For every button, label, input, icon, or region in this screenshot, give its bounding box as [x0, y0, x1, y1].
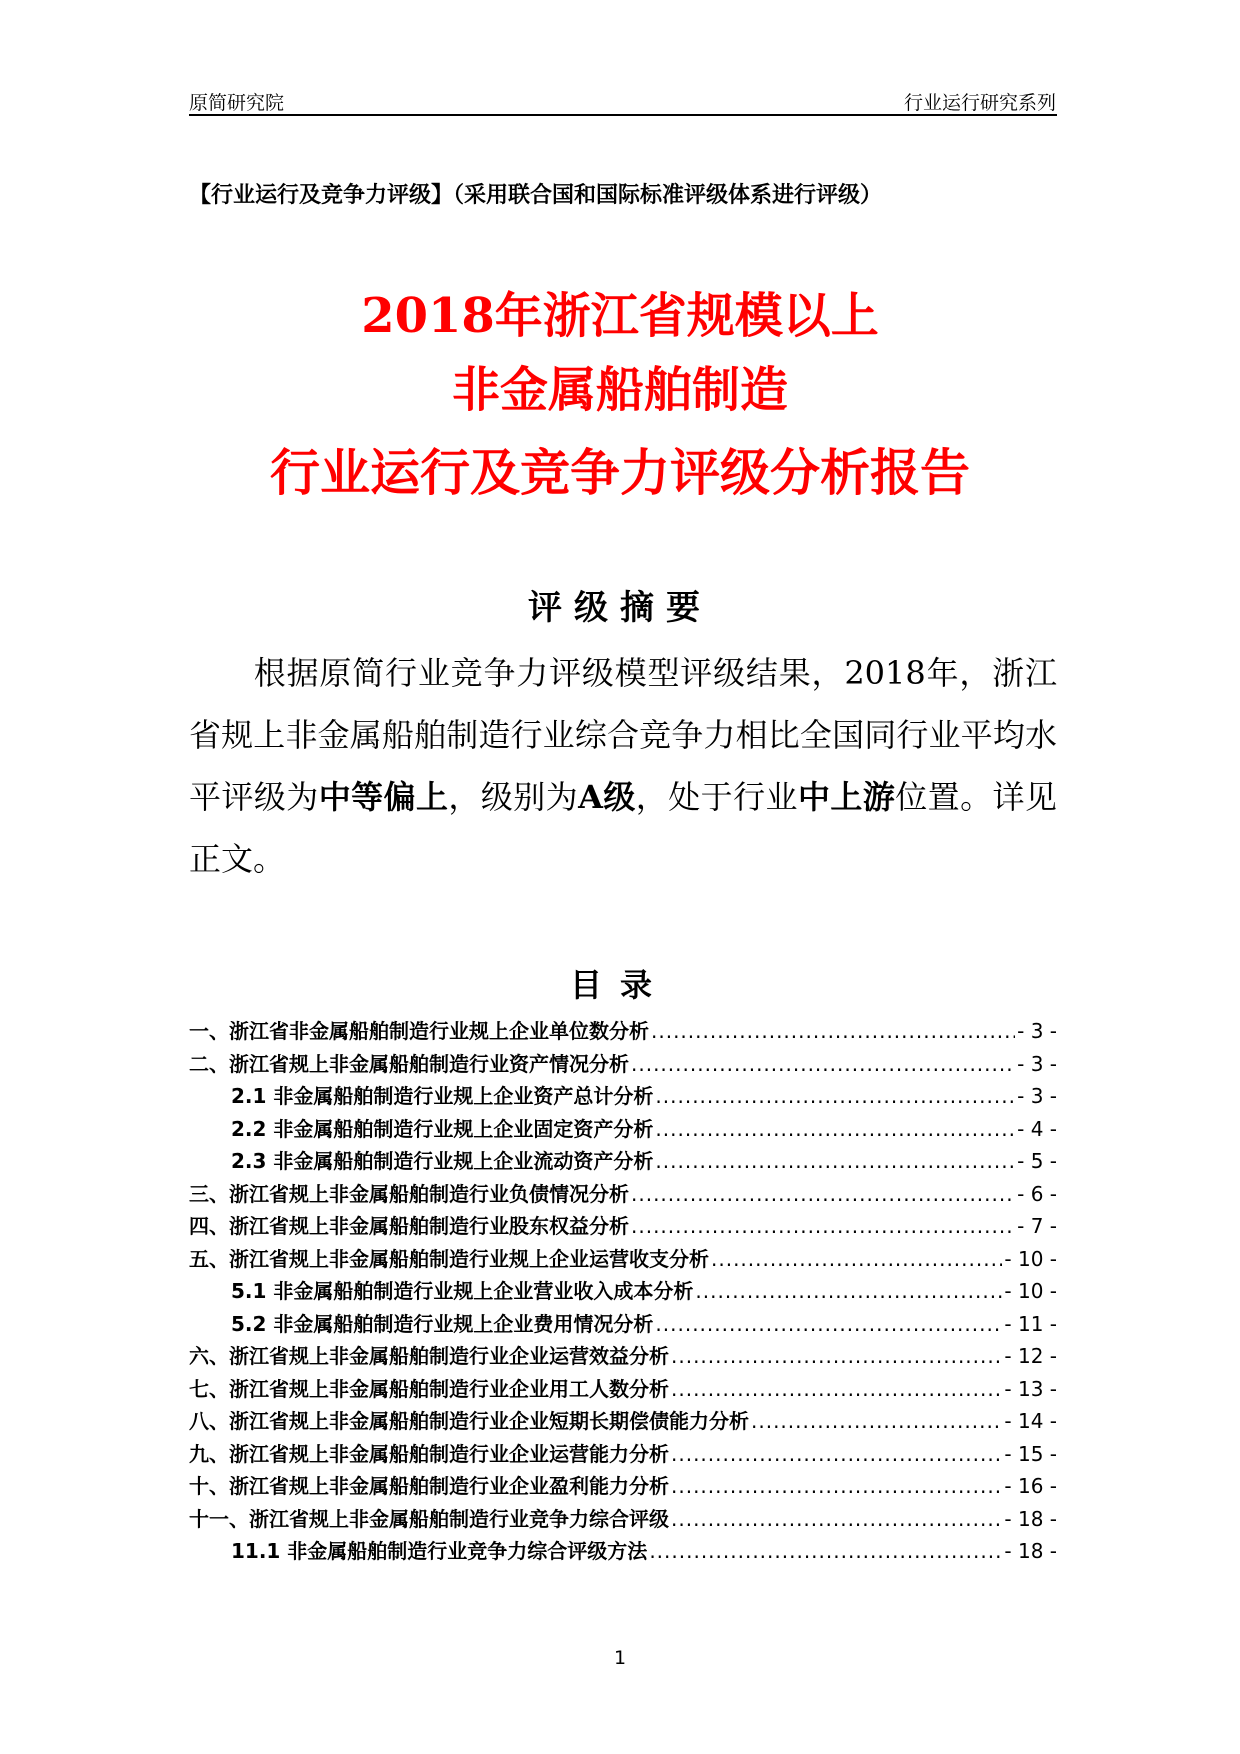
header-org-name: 原简研究院 [189, 92, 285, 114]
toc-entry-label: 六、浙江省规上非金属船舶制造行业企业运营效益分析 [189, 1344, 669, 1368]
abstract-rating-grade: A级 [578, 778, 636, 816]
toc-subentry[interactable] [189, 1308, 1057, 1341]
toc-entry[interactable] [189, 1210, 1057, 1243]
abstract-rating-level: 中等偏上 [318, 778, 449, 816]
toc-entry-label: 七、浙江省规上非金属船舶制造行业企业用工人数分析 [189, 1376, 669, 1401]
toc-dot-leader [631, 1052, 1015, 1076]
toc-dot-leader [671, 1474, 1002, 1498]
toc-entry-page: - 18 - [1004, 1539, 1057, 1563]
toc-subentry[interactable] [189, 1275, 1057, 1308]
report-title-line-2: 非金属船舶制造 [451, 362, 788, 418]
toc-entry-label: 二、浙江省规上非金属船舶制造行业资产情况分析 [189, 1051, 629, 1076]
toc-entry-label: 三、浙江省规上非金属船舶制造行业负债情况分析 [189, 1181, 629, 1206]
toc-entry-label: 2.2 非金属船舶制造行业规上企业固定资产分析 [231, 1116, 654, 1141]
table-of-contents [189, 1015, 1057, 1568]
toc-dot-leader [671, 1507, 1002, 1531]
toc-dot-leader [671, 1344, 1002, 1368]
toc-subentry[interactable] [189, 1535, 1057, 1568]
toc-dot-leader [695, 1279, 1002, 1303]
toc-entry[interactable] [189, 1178, 1057, 1211]
toc-dot-leader [671, 1377, 1002, 1401]
toc-entry[interactable] [189, 1048, 1057, 1081]
toc-entry-page: - 10 - [1004, 1246, 1057, 1271]
toc-entry-label: 五、浙江省规上非金属船舶制造行业规上企业运营收支分析 [189, 1246, 709, 1271]
toc-entry[interactable] [189, 1438, 1057, 1471]
toc-entry-label: 一、浙江省非金属船舶制造行业规上企业单位数分析 [189, 1019, 649, 1043]
toc-entry-label: 5.1 非金属船舶制造行业规上企业营业收入成本分析 [231, 1279, 694, 1303]
toc-entry-label: 四、浙江省规上非金属船舶制造行业股东权益分析 [189, 1214, 629, 1238]
page-number: 1 [613, 1647, 627, 1669]
toc-subentry[interactable] [189, 1145, 1057, 1178]
report-title-line-3: 行业运行及竞争力评级分析报告 [270, 443, 970, 502]
toc-dot-leader [711, 1247, 1002, 1271]
toc-entry[interactable] [189, 1503, 1057, 1536]
abstract-text-b: ，级别为 [448, 778, 579, 816]
toc-dot-leader [655, 1149, 1015, 1173]
toc-entry-page: - 6 - [1017, 1181, 1057, 1206]
toc-entry-label: 九、浙江省规上非金属船舶制造行业企业运营能力分析 [189, 1441, 669, 1466]
toc-entry-label: 十、浙江省规上非金属船舶制造行业企业盈利能力分析 [189, 1474, 669, 1498]
toc-entry-label: 2.1 非金属船舶制造行业规上企业资产总计分析 [231, 1084, 654, 1108]
toc-entry-label: 2.3 非金属船舶制造行业规上企业流动资产分析 [231, 1149, 654, 1173]
toc-entry-page: - 10 - [1004, 1279, 1057, 1303]
toc-dot-leader [655, 1117, 1015, 1141]
toc-dot-leader [631, 1182, 1015, 1206]
toc-entry[interactable] [189, 1373, 1057, 1406]
toc-entry-label: 十一、浙江省规上非金属船舶制造行业竞争力综合评级 [189, 1506, 669, 1531]
toc-entry-page: - 7 - [1017, 1214, 1057, 1238]
toc-entry-page: - 3 - [1017, 1051, 1057, 1076]
abstract-industry-position: 中上游 [797, 778, 896, 816]
abstract-text-c: ，处于行业 [635, 778, 798, 816]
abstract-text-d: 位置。详见正文。 [189, 778, 1057, 878]
toc-dot-leader [655, 1084, 1015, 1108]
toc-entry-page: - 16 - [1004, 1474, 1057, 1498]
toc-dot-leader [651, 1019, 1015, 1043]
toc-entry-page: - 3 - [1017, 1084, 1057, 1108]
toc-entry[interactable] [189, 1470, 1057, 1503]
toc-entry[interactable] [189, 1340, 1057, 1373]
header-divider [189, 114, 1057, 116]
toc-entry-page: - 13 - [1004, 1376, 1057, 1401]
toc-entry-label: 八、浙江省规上非金属船舶制造行业企业短期长期偿债能力分析 [189, 1409, 749, 1433]
toc-dot-leader [751, 1409, 1002, 1433]
toc-entry-page: - 14 - [1004, 1409, 1057, 1433]
abstract-text-a: 根据原简行业竞争力评级模型评级结果，2018年，浙江省规上非金属船舶制造行业综合竞争力相比全国同行业平均水平评级为 [189, 654, 1057, 816]
toc-entry-label: 5.2 非金属船舶制造行业规上企业费用情况分析 [231, 1311, 654, 1336]
toc-entry-page: - 4 - [1017, 1116, 1057, 1141]
toc-subentry[interactable] [189, 1080, 1057, 1113]
toc-dot-leader [655, 1312, 1002, 1336]
toc-entry-label: 11.1 非金属船舶制造行业竞争力综合评级方法 [231, 1539, 648, 1563]
header-series-name: 行业运行研究系列 [903, 92, 1056, 114]
toc-subentry[interactable] [189, 1113, 1057, 1146]
toc-entry-page: - 15 - [1004, 1441, 1057, 1466]
toc-heading: 目录 [569, 966, 670, 1004]
toc-entry-page: - 18 - [1004, 1506, 1057, 1531]
toc-entry[interactable] [189, 1243, 1057, 1276]
toc-dot-leader [631, 1214, 1015, 1238]
report-title-line-1: 2018年浙江省规模以上 [361, 288, 879, 344]
toc-entry-page: - 11 - [1004, 1311, 1057, 1336]
toc-entry[interactable] [189, 1405, 1057, 1438]
abstract-paragraph [189, 642, 1057, 890]
toc-entry[interactable] [189, 1015, 1057, 1048]
toc-dot-leader [671, 1442, 1002, 1466]
toc-entry-page: - 12 - [1004, 1344, 1057, 1368]
report-subtitle: 【行业运行及竞争力评级】（采用联合国和国际标准评级体系进行评级） [189, 183, 883, 208]
toc-entry-page: - 5 - [1017, 1149, 1057, 1173]
abstract-heading: 评级摘要 [528, 588, 712, 628]
toc-entry-page: - 3 - [1017, 1019, 1057, 1043]
toc-dot-leader [649, 1539, 1002, 1563]
